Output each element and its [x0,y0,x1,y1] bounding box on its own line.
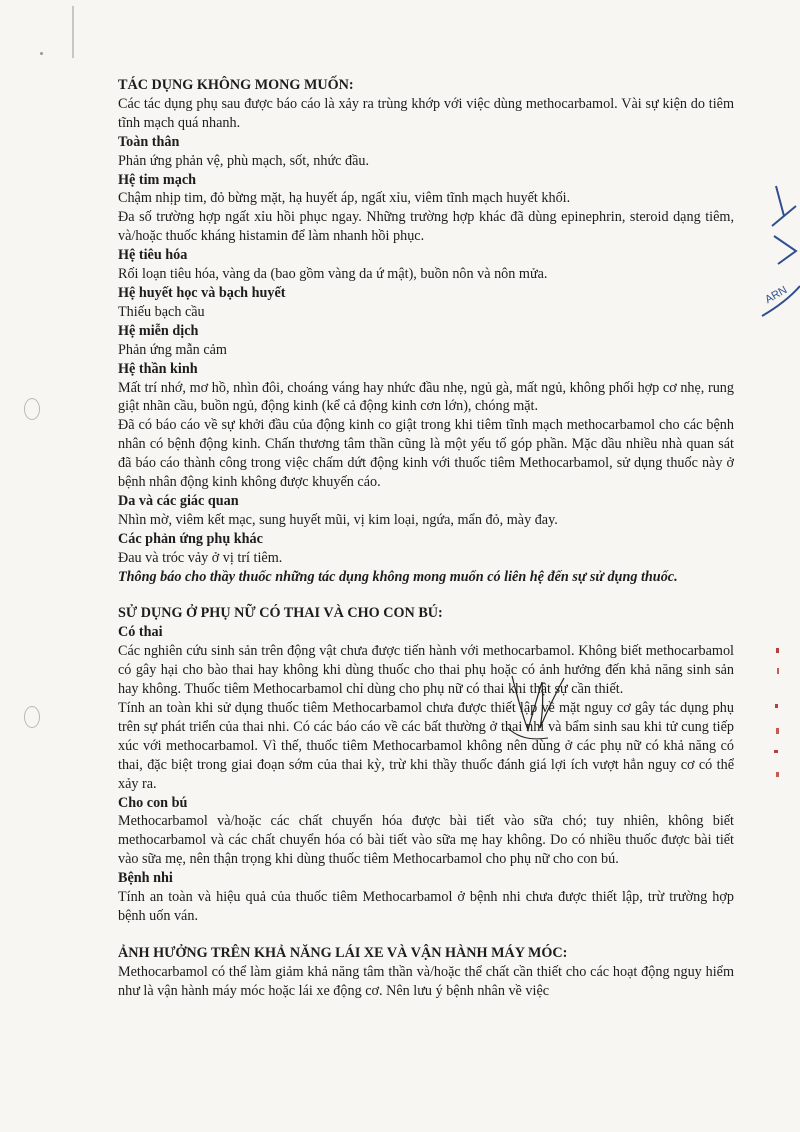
text-immune: Phản ứng mẫn cảm [118,341,227,358]
text-pregnancy-1: Các nghiên cứu sinh sản trên động vật chưa được tiến hành với methocarbamol. Không biết methocarbamol có gây hại cho bào thai hay không khi dùng thuốc cho thai phụ hoặc có ảnh hưởng đến khả năng sinh sản hay không. Thuốc tiêm Methocarbamol chỉ dùng cho phụ nữ có thai khi thật sự cần thiết. [118,643,734,698]
text-nerve-2: Đã có báo cáo về sự khởi đầu của động kinh co giật trong khi tiêm tĩnh mạch methocarbamol cho các bệnh nhân có bệnh động kinh. Chấn thương tâm thần cũng là một yếu tố góp phần. Mặc dầu nhiều nhà quan sát đã báo cáo thành công trong việc chấm dứt động kinh với thuốc tiêm Methocarbamol, sử dụng thuốc này ở bệnh nhân động kinh không được khuyến cáo. [118,417,734,491]
punch-hole-top [24,398,40,420]
text-nerve-1: Mất trí nhớ, mơ hồ, nhìn đôi, choáng váng hay nhức đầu nhẹ, ngủ gà, mất ngủ, không phối hợp cơ nhẹ, rung giật nhãn cầu, buồn ngủ, động kinh (kể cả động kinh cơn lớn), chóng mặt. [118,379,734,415]
scan-edge-mark [72,6,74,58]
text-general: Phản ứng phản vệ, phù mạch, sốt, nhức đầu. [118,152,370,169]
heading-pregnancy: Có thai [118,624,163,641]
text-pregnancy-2: Tính an toàn khi sử dụng thuốc tiêm Methocarbamol chưa được thiết lập về mặt nguy cơ gây tác dụng phụ trên sự phát triển của thai nhi. Có các báo cáo về các bất thường ở thai nhi và bẩm sinh sau khi tử cung tiếp xúc với methocarbamol. Vì thế, thuốc tiêm Methocarbamol không nên dùng ở các phụ nữ có khả năng có thai, đặc biệt trong giai đoạn sớm của thai kỳ, trừ khi thầy thuốc đánh giá lợi ích vượt hẳn nguy cơ có thể xảy ra. [118,700,734,792]
heading-blood: Hệ huyết học và bạch huyết [118,284,286,301]
adverse-intro: Các tác dụng phụ sau được báo cáo là xảy ra trùng khớp với việc dùng methocarbamol. Vài sự kiện do tiêm tĩnh mạch quá nhanh. [118,95,734,131]
red-ink-marks [770,640,784,790]
stamp-text: ARN [763,284,790,307]
stamp-fragment [756,176,800,326]
section-title-adverse: TÁC DỤNG KHÔNG MONG MUỐN: [118,77,354,93]
section-title-driving: ẢNH HƯỞNG TRÊN KHẢ NĂNG LÁI XE VÀ VẬN HÀNH MÁY MÓC: [118,944,568,961]
heading-cardio: Hệ tim mạch [118,171,197,188]
heading-immune: Hệ miễn dịch [118,322,199,339]
text-cardio-1: Chậm nhịp tim, đỏ bừng mặt, hạ huyết áp, ngất xỉu, viêm tĩnh mạch huyết khối. [118,190,571,207]
heading-digest: Hệ tiêu hóa [118,247,188,264]
text-blood: Thiếu bạch cầu [118,303,205,320]
text-driving: Methocarbamol có thể làm giảm khả năng tâm thần và/hoặc thể chất cần thiết cho các hoạt động nguy hiểm như là vận hành máy móc hoặc lái xe động cơ. Nên lưu ý bệnh nhân về việc [118,963,734,999]
heading-pediatric: Bệnh nhi [118,870,173,887]
text-lactation: Methocarbamol và/hoặc các chất chuyển hóa được bài tiết vào sữa chó; tuy nhiên, không biết methocarbamol và các chất chuyển hóa có bài tiết vào sữa mẹ hay không. Do có nhiều thuốc được bài tiết vào sữa mẹ, nên thận trọng khi dùng thuốc tiêm Methocarbamol cho phụ nữ cho con bú. [118,813,734,868]
text-cardio-2: Đa số trường hợp ngất xỉu hồi phục ngay. Những trường hợp khác đã dùng epinephrin, steroid dạng tiêm, và/hoặc thuốc kháng histamin để làm nhanh hồi phục. [118,209,734,245]
heading-general: Toàn thân [118,133,180,150]
punch-hole-bottom [24,706,40,728]
scan-dot [40,52,43,55]
heading-nerve: Hệ thần kinh [118,360,198,377]
adverse-notice: Thông báo cho thầy thuốc những tác dụng không mong muốn có liên hệ đến sự sử dụng thuốc. [118,568,678,585]
text-digest: Rối loạn tiêu hóa, vàng da (bao gồm vàng da ứ mật), buồn nôn và nôn mửa. [118,266,548,283]
text-skin: Nhìn mờ, viêm kết mạc, sung huyết mũi, vị kim loại, ngứa, mẩn đỏ, mày đay. [118,511,558,528]
document-page [118,76,734,1001]
heading-other: Các phản ứng phụ khác [118,530,263,547]
heading-lactation: Cho con bú [118,794,188,811]
text-pediatric: Tính an toàn và hiệu quả của thuốc tiêm Methocarbamol ở bệnh nhi chưa được thiết lập, trừ trường hợp bệnh uốn ván. [118,889,734,924]
heading-skin: Da và các giác quan [118,492,239,509]
section-title-pregnancy: SỬ DỤNG Ở PHỤ NỮ CÓ THAI VÀ CHO CON BÚ: [118,605,443,622]
text-other: Đau và tróc vảy ở vị trí tiêm. [118,549,283,566]
